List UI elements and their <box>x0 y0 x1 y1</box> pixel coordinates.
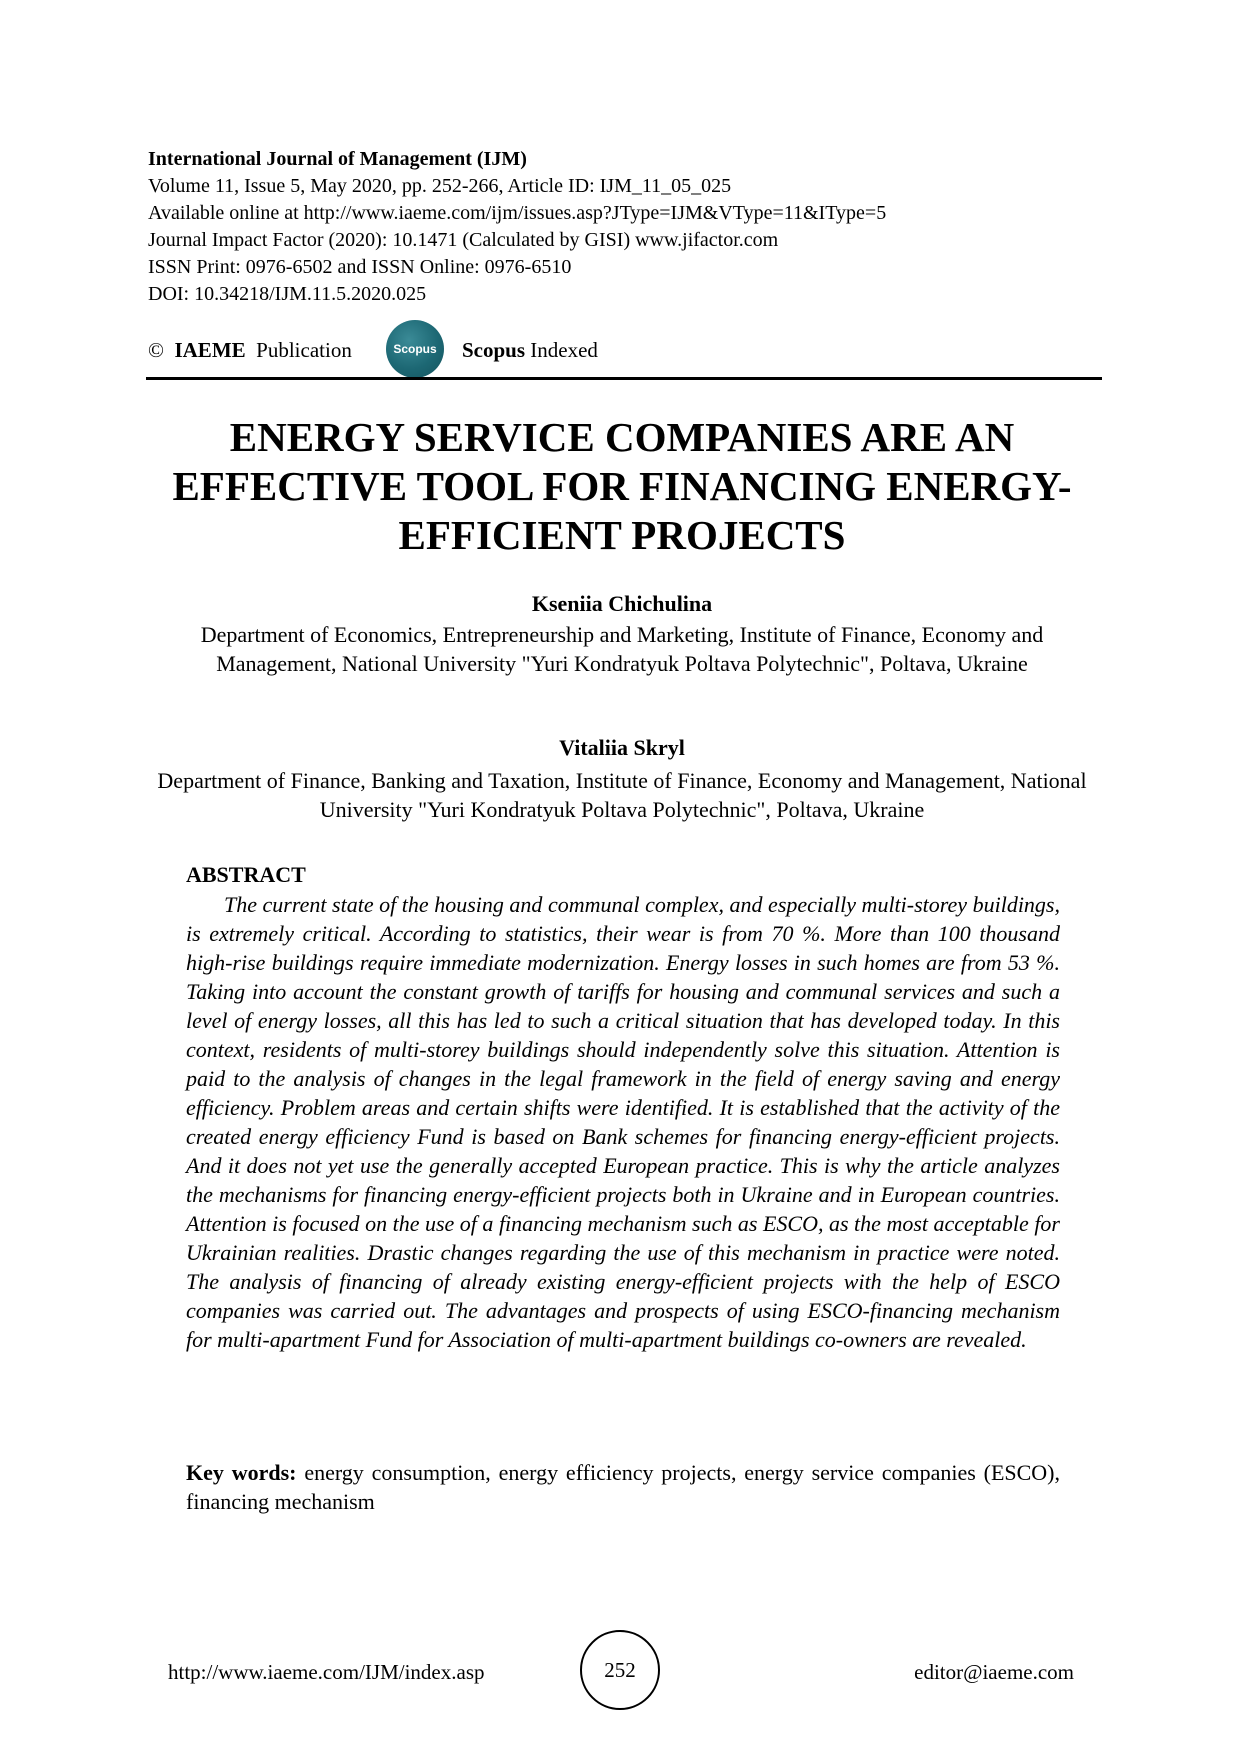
copyright-symbol: © <box>148 338 164 362</box>
abstract-text: The current state of the housing and communal complex, and especially multi-storey buildings, is extremely critical. According to statistics, their wear is from 70 %. More than 100 thousand high-rise buildings require immediate modernization. Energy losses in such homes are from 53 %. Taking into account the constant growth of tariffs for housing and communal services and such a level of energy losses, all this has led to such a critical situation that has developed today. In this context, residents of multi-storey buildings should independently solve this situation. Attention is paid to the analysis of changes in the legal framework in the field of energy saving and energy efficiency. Problem areas and certain shifts were identified. It is established that the activity of the created energy efficiency Fund is based on Bank schemes for financing energy-efficient projects. And it does not yet use the generally accepted European practice. This is why the article analyzes the mechanisms for financing energy-efficient projects both in Ukraine and in European countries. Attention is focused on the use of a financing mechanism such as ESCO, as the most acceptable for Ukrainian realities. Drastic changes regarding the use of this mechanism in practice were noted. The analysis of financing of already existing energy-efficient projects with the help of ESCO companies was carried out. The advantages and prospects of using ESCO-financing mechanism for multi-apartment Fund for Association of multi-apartment buildings co-owners are revealed. <box>186 892 1060 1352</box>
scopus-logo-text: Scopus <box>393 342 437 356</box>
index-suffix: Indexed <box>530 338 598 362</box>
header-divider <box>146 377 1102 380</box>
author-name: Vitaliia Skryl <box>559 735 685 760</box>
paper-title: ENERGY SERVICE COMPANIES ARE AN EFFECTIVE TOOL FOR FINANCING ENERGY-EFFICIENT PROJECTS <box>172 414 1072 558</box>
page-number: 252 <box>604 1657 636 1682</box>
abstract-heading: ABSTRACT <box>186 862 306 887</box>
author-name: Kseniia Chichulina <box>531 591 713 616</box>
publisher-name: IAEME <box>174 338 246 362</box>
keywords <box>186 1458 1060 1516</box>
journal-name: International Journal of Management (IJM) <box>148 148 527 170</box>
footer-url: http://www.iaeme.com/IJM/index.asp <box>168 1660 485 1684</box>
availability-line: Available online at http://www.iaeme.com/ijm/issues.asp?JType=IJM&VType=11&IType=5 <box>148 202 887 224</box>
index-name: Scopus <box>462 338 526 362</box>
publisher-credit <box>148 338 352 363</box>
footer-email: editor@iaeme.com <box>914 1660 1074 1684</box>
impact-factor-line: Journal Impact Factor (2020): 10.1471 (Calculated by GISI) www.jifactor.com <box>148 229 779 251</box>
author-affiliation: Department of Economics, Entrepreneurship and Marketing, Institute of Finance, Economy and Management, National University "Yuri Kondratyuk Poltava Polytechnic", Poltava, Ukraine <box>200 622 1044 676</box>
issn-line: ISSN Print: 0976-6502 and ISSN Online: 0976-6510 <box>148 256 572 278</box>
page-number-badge <box>580 1630 660 1710</box>
publisher-suffix: Publication <box>256 338 352 362</box>
volume-line: Volume 11, Issue 5, May 2020, pp. 252-266, Article ID: IJM_11_05_025 <box>148 175 732 197</box>
index-credit <box>462 338 598 363</box>
page-footer <box>0 1630 1240 1714</box>
keywords-text: energy consumption, energy efficiency projects, energy service companies (ESCO), financing mechanism <box>186 1460 1061 1514</box>
doi-line: DOI: 10.34218/IJM.11.5.2020.025 <box>148 283 427 305</box>
journal-header <box>148 146 1108 308</box>
scopus-logo-icon <box>386 320 444 378</box>
author-affiliation: Department of Finance, Banking and Taxation, Institute of Finance, Economy and Management, National University "Yuri Kondratyuk Poltava Polytechnic", Poltava, Ukraine <box>157 768 1087 822</box>
publication-row <box>148 320 1108 380</box>
keywords-label: Key words: <box>186 1460 297 1485</box>
